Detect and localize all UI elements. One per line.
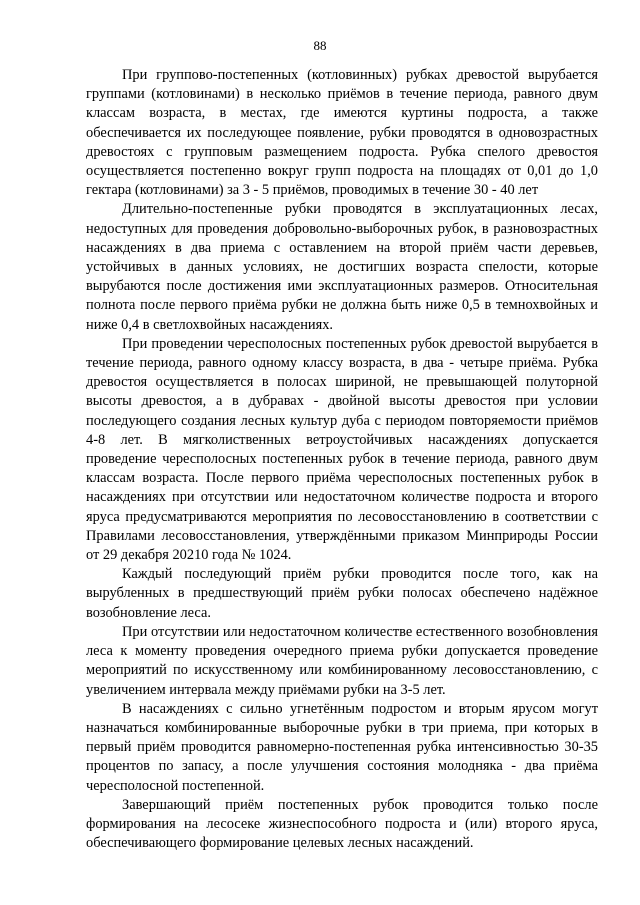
paragraph-5: При отсутствии или недостаточном количестве естественного возобновления леса к моменту проведения очередного приема рубки допускается проведение мероприятий по искусственному или комбинированному лесовосстановлению, с увеличением интервала между приёмами рубки на 3-5 лет.	[86, 623, 598, 698]
paragraph-1: При группово-постепенных (котловинных) рубках древостой вырубается группами (котловинами) в несколько приёмов в течение периода, равного двум классам возраста, в местах, где имеются куртины подроста, а также обеспечивается их последующее появление, рубки проводятся в одновозрастных древостоях с групповым размещением подроста. Рубка спелого древостоя осуществляется постепенно вокруг групп подроста на площадях от 0,01 до 1,0 гектара (котловинами) за 3 - 5 приёмов, проводимых в течение 30 - 40 лет	[86, 67, 598, 199]
paragraph-3: При проведении чересполосных постепенных рубок древостой вырубается в течение периода, равного одному классу возраста, в два - четыре приёма. Рубка древостоя осуществляется в полосах шириной, не превышающей полуторной высоты древостоя, а в дубравах - двойной высоты древостоя при условии последующего создания лесных культур дуба с периодом повторяемости приёмов 4-8 лет. В мягколиственных ветроустойчивых насаждениях допускается проведение чересполосных постепенных рубок в течение периода, равного двум классам возраста. После первого приёма чересполосных постепенных рубок в насаждениях при отсутствии или недостаточном количестве подроста и второго яруса предусматриваются мероприятия по лесовосстановлению в соответствии с Правилами лесовосстановления, утверждёнными приказом Минприроды России от 29 декабря 20210 года № 1024.	[86, 335, 598, 564]
paragraph-7: Завершающий приём постепенных рубок проводится только после формирования на лесосеке жизнеспособного подроста и (или) второго яруса, обеспечивающего формирование целевых лесных насаждений.	[86, 796, 598, 852]
paragraph-6: В насаждениях с сильно угнетённым подростом и вторым ярусом могут назначаться комбинированные выборочные рубки в три приема, при которых в первый приём проводится равномерно-постепенная рубка интенсивностью 30-35 процентов по запасу, а после улучшения состояния молодняка - два приёма чересполосной постепенной.	[86, 700, 598, 794]
paragraph-2: Длительно-постепенные рубки проводятся в эксплуатационных лесах, недоступных для проведения добровольно-выборочных рубок, в разновозрастных насаждениях в два приема с оставлением на второй приём части деревьев, устойчивых в данных условиях, не достигших возраста спелости, которые вырубаются после достижения ими эксплуатационных размеров. Относительная полнота после первого приёма рубки не должна быть ниже 0,5 в темнохвойных и ниже 0,4 в светлохвойных насаждениях.	[86, 201, 598, 333]
document-body	[86, 66, 598, 853]
page-number: 88	[313, 38, 327, 53]
paragraph-4: Каждый последующий приём рубки проводится после того, как на вырубленных в предшествующий приём рубки полосах обеспечено надёжное возобновление леса.	[86, 566, 598, 621]
